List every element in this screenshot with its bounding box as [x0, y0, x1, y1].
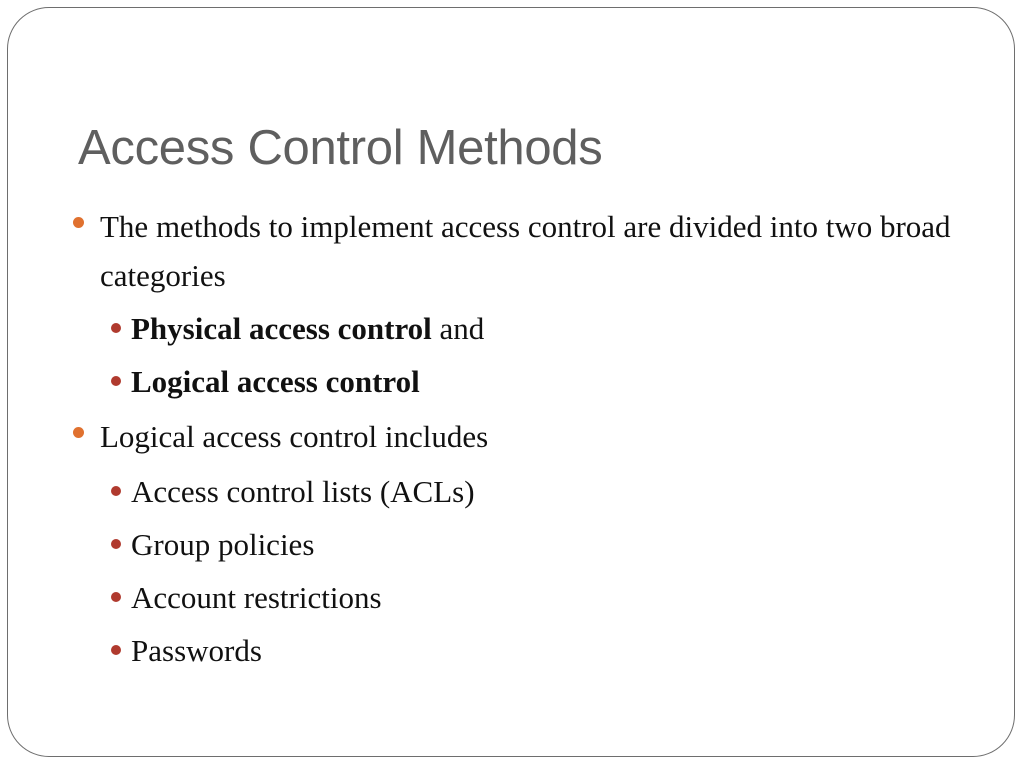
sub-bullet-icon [111, 539, 121, 549]
sub-bullet-text: Group policies [131, 527, 315, 562]
sub-bullet-item [68, 624, 968, 677]
sub-bullet-bold-text: Logical access control [131, 364, 420, 399]
slide-frame [7, 7, 1015, 757]
sub-bullet-text: Passwords [131, 633, 262, 668]
sub-bullet-icon [111, 592, 121, 602]
bullet-icon [73, 217, 84, 228]
sub-bullet-item [68, 518, 968, 571]
sub-bullet-icon [111, 486, 121, 496]
sub-bullet-icon [111, 376, 121, 386]
sub-bullet-item [68, 302, 968, 355]
sub-bullet-item [68, 571, 968, 624]
sub-bullet-item [68, 465, 968, 518]
bullet-icon [73, 427, 84, 438]
sub-bullet-text: Account restrictions [131, 580, 382, 615]
sub-bullet-icon [111, 645, 121, 655]
slide-title: Access Control Methods [78, 121, 603, 175]
bullet-text: The methods to implement access control are divided into two broad categories [100, 209, 951, 293]
sub-bullet-text: Access control lists (ACLs) [131, 474, 475, 509]
sub-bullet-bold-text: Physical access control [131, 311, 432, 346]
sub-bullet-text: and [431, 311, 485, 346]
bullet-item [68, 412, 968, 461]
sub-bullet-item [68, 355, 968, 408]
slide-content [68, 202, 968, 677]
bullet-text: Logical access control includes [100, 419, 489, 454]
bullet-item [68, 202, 968, 300]
sub-bullet-icon [111, 323, 121, 333]
